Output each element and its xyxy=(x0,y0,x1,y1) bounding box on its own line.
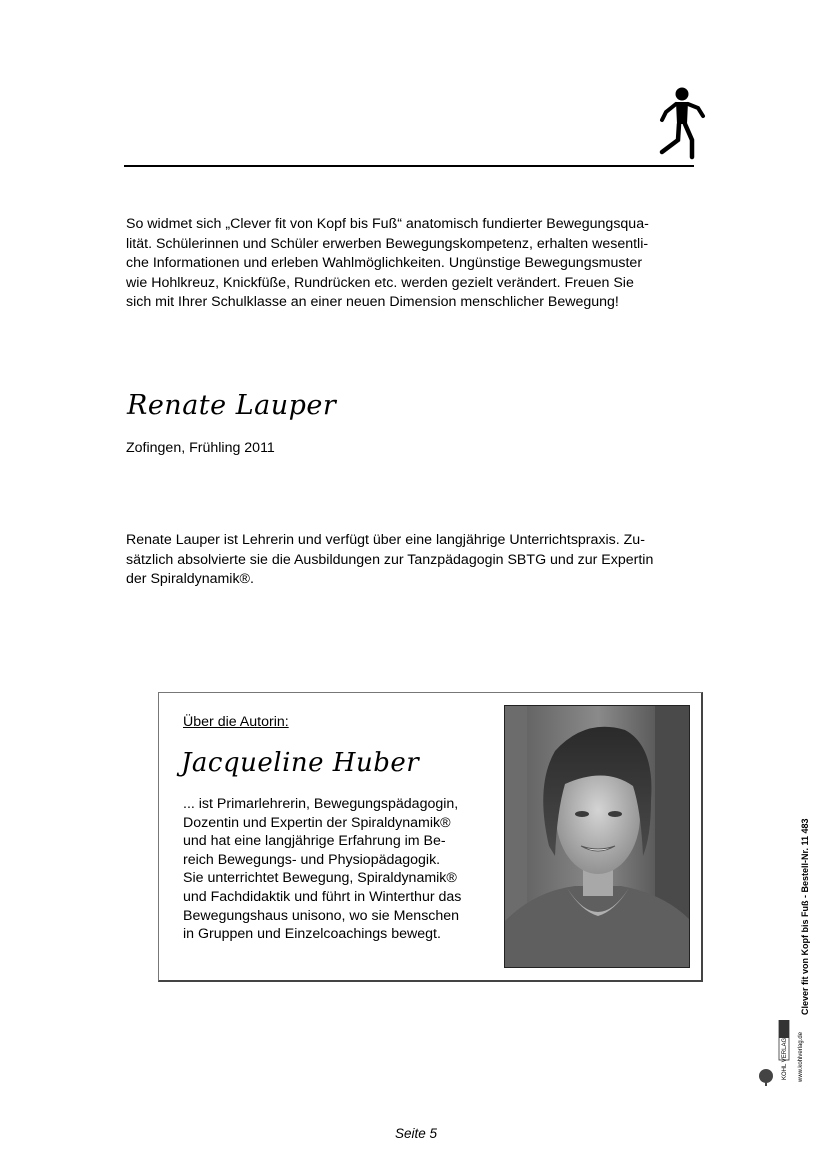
renate-bio-line: Renate Lauper ist Lehrerin und verfügt über eine langjährige Unterrichtspraxis. Zu- xyxy=(126,532,645,548)
renate-bio-line: der Spiraldynamik®. xyxy=(126,571,254,588)
place-date: Zofingen, Frühling 2011 xyxy=(126,440,275,456)
renate-bio-paragraph xyxy=(126,531,694,590)
author-name: Jacqueline Huber xyxy=(181,748,420,778)
intro-line: lität. Schülerinnen und Schüler erwerben Bewegungskompetenz, erhalten wesentli- xyxy=(126,235,649,252)
author-bio-line: Dozentin und Expertin der Spiraldynamik® xyxy=(183,814,451,831)
walking-figure-icon xyxy=(654,86,708,160)
intro-line: che Informationen und erleben Wahlmöglichkeiten. Ungünstige Bewegungsmuster xyxy=(126,255,643,272)
signature: Renate Lauper xyxy=(127,390,337,421)
author-bio-line: und Fachdidaktik und führt in Winterthur das xyxy=(183,888,462,905)
renate-bio-line: sätzlich absolvierte sie die Ausbildungen zur Tanzpädagogin SBTG und zur Expertin xyxy=(126,551,654,568)
author-box xyxy=(158,692,703,982)
author-bio-line: Bewegungshaus unisono, wo sie Menschen xyxy=(183,907,460,924)
publisher-url: www.kohlverlag.de xyxy=(798,1031,804,1082)
tree-logo-icon xyxy=(757,1020,797,1088)
order-number-text: Clever fit von Kopf bis Fuß - Bestell-Nr. 11 483 xyxy=(800,818,810,1015)
intro-paragraph xyxy=(126,215,694,313)
intro-line: wie Hohlkreuz, Knickfüße, Rundrücken etc. werden gezielt verändert. Freuen Sie xyxy=(126,274,634,291)
author-bio-line: ... ist Primarlehrerin, Bewegungspädagogin, xyxy=(183,796,459,812)
publisher-logo-text: KOHL VERLAG xyxy=(782,1037,788,1080)
author-bio-line: in Gruppen und Einzelcoachings bewegt. xyxy=(183,926,441,943)
intro-line: So widmet sich „Clever fit von Kopf bis Fuß“ anatomisch fundierter Bewegungsqua- xyxy=(126,216,649,232)
author-bio xyxy=(183,795,479,944)
page-number: Seite 5 xyxy=(394,1126,438,1141)
author-box-heading: Über die Autorin: xyxy=(183,714,289,730)
header-rule xyxy=(124,165,694,167)
author-photo xyxy=(504,705,690,968)
author-bio-line: reich Bewegungs- und Physiopädagogik. xyxy=(183,851,441,868)
author-bio-line: Sie unterrichtet Bewegung, Spiraldynamik® xyxy=(183,870,457,887)
author-bio-line: und hat eine langjährige Erfahrung im Be- xyxy=(183,833,446,850)
intro-line: sich mit Ihrer Schulklasse an einer neuen Dimension menschlicher Bewegung! xyxy=(126,294,619,311)
